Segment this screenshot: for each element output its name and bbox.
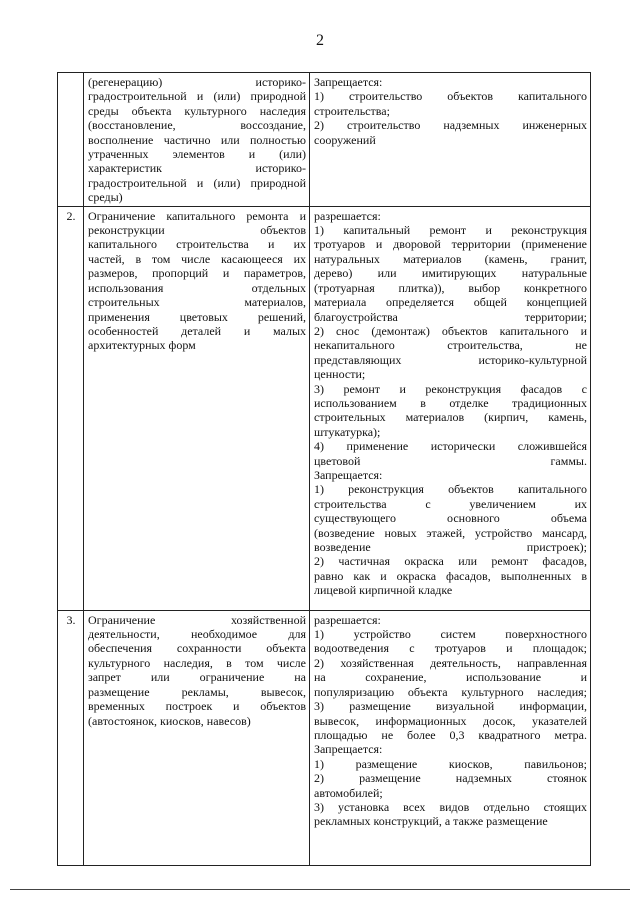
text-line: Запрещается: xyxy=(314,742,383,757)
text-line: 3) размещение визуальной информации, xyxy=(314,699,587,714)
text-line: среды) xyxy=(88,190,123,205)
text-line: 3) установка всех видов отдельно стоящих xyxy=(314,799,587,814)
regulation-cell xyxy=(310,610,591,865)
text-line: материала определяется общей концепцией xyxy=(314,295,587,310)
text-line: 2) снос (демонтаж) объектов капитального и xyxy=(314,323,587,338)
restriction-cell xyxy=(84,610,310,865)
text-line: 1) строительство объектов капитального xyxy=(314,89,587,104)
restriction-cell xyxy=(84,206,310,610)
text-line: временных построек и объектов xyxy=(88,699,306,714)
text-line: строительства с увеличением их xyxy=(314,496,587,511)
text-line: размеров, пропорций и параметров, xyxy=(88,266,306,281)
text-line: представляющих историко-культурной xyxy=(314,352,587,367)
restriction-cell xyxy=(84,73,310,207)
text-line: равно как и окраска фасадов, выполненных в xyxy=(314,568,587,583)
text-line: вывесок, информационных досок, указателей xyxy=(314,713,587,728)
restrictions-table-body xyxy=(58,73,591,866)
text-line: применения цветовых решений, xyxy=(88,309,306,324)
text-line: деятельности, необходимое для xyxy=(88,627,306,642)
text-line: натуральных материалов (камень, гранит, xyxy=(314,251,587,266)
text-line: использования отдельных xyxy=(88,280,306,295)
text-line: Запрещается: xyxy=(314,467,383,482)
text-line: площадью не более 0,3 квадратного метра. xyxy=(314,727,587,742)
text-line: обеспечения сохранности объекта xyxy=(88,641,306,656)
text-line: 1) размещение киосков, павильонов; xyxy=(314,756,587,771)
text-line: культурного наследия, в том числе xyxy=(88,655,306,670)
text-line: разрешается: xyxy=(314,208,381,223)
text-line: особенностей деталей и малых xyxy=(88,323,306,338)
text-line: 1) устройство систем поверхностного xyxy=(314,627,587,642)
text-line: утраченных элементов и (или) xyxy=(88,147,306,162)
text-line: среды объекта культурного наследия xyxy=(88,103,306,118)
text-line: 1) реконструкция объектов капитального xyxy=(314,482,587,497)
regulation-cell xyxy=(310,73,591,207)
text-line: благоустройства территории; xyxy=(314,309,587,324)
text-line: (возведение новых этажей, устройство мансард, xyxy=(314,525,587,540)
text-line: существующего основного объема xyxy=(314,511,587,526)
text-line: (автостоянок, киосков, навесов) xyxy=(88,713,251,728)
text-line: дерево) или имитирующих натуральные xyxy=(314,266,587,281)
text-line: цветовой гаммы. xyxy=(314,453,587,468)
text-line: градостроительной и (или) природной xyxy=(88,89,306,104)
table-row xyxy=(58,73,591,207)
text-line: строительных материалов, xyxy=(88,295,306,310)
text-line: градостроительной и (или) природной xyxy=(88,175,306,190)
text-line: 2) хозяйственная деятельность, направленная xyxy=(314,655,587,670)
text-line: лицевой кирпичной кладке xyxy=(314,583,453,598)
text-line: размещение рекламы, вывесок, xyxy=(88,684,306,699)
text-line: реконструкции объектов xyxy=(88,223,306,238)
text-line: 4) применение исторически сложившейся xyxy=(314,439,587,454)
text-line: капитального строительства и их xyxy=(88,237,306,252)
text-line: (регенерацию) историко- xyxy=(88,75,306,89)
text-line: (тротуарная плитка)), выбор конкретного xyxy=(314,280,587,295)
text-line: характеристик историко- xyxy=(88,161,306,176)
text-line: Запрещается: xyxy=(314,75,383,89)
regulation-cell xyxy=(310,206,591,610)
text-line: штукатурка); xyxy=(314,424,381,439)
text-line: 2) строительство надземных инженерных xyxy=(314,118,587,133)
text-line: ценности; xyxy=(314,367,366,382)
text-line: архитектурных форм xyxy=(88,338,196,353)
page-number: 2 xyxy=(316,32,324,49)
text-line: 2) частичная окраска или ремонт фасадов, xyxy=(314,554,587,569)
bottom-divider xyxy=(10,889,630,890)
text-line: популяризацию объекта культурного наследия; xyxy=(314,684,587,699)
text-line: строительных материалов (кирпич, камень, xyxy=(314,410,587,425)
text-line: частей, в том числе касающееся их xyxy=(88,251,306,266)
text-line: водоотведения с тротуаров и площадок; xyxy=(314,641,587,656)
text-line: 3) ремонт и реконструкция фасадов с xyxy=(314,381,587,396)
text-line: рекламных конструкций, а также размещение xyxy=(314,814,548,829)
restrictions-table xyxy=(57,72,591,866)
table-row xyxy=(58,610,591,865)
table-row xyxy=(58,206,591,610)
text-line: 2) размещение надземных стоянок xyxy=(314,771,587,786)
row-number: 2. xyxy=(58,206,84,610)
text-line: запрет или ограничение на xyxy=(88,670,306,685)
text-line: строительства; xyxy=(314,103,390,118)
text-line: использованием в отделке традиционных xyxy=(314,395,587,410)
text-line: восполнение частично или полностью xyxy=(88,132,306,147)
text-line: сооружений xyxy=(314,132,376,147)
text-line: Ограничение хозяйственной xyxy=(88,612,306,627)
row-number: 3. xyxy=(58,610,84,865)
text-line: некапитального строительства, не xyxy=(314,338,587,353)
text-line: тротуаров и дворовой территории (применение xyxy=(314,237,587,252)
text-line: Ограничение капитального ремонта и xyxy=(88,208,306,223)
text-line: (восстановление, воссоздание, xyxy=(88,118,306,133)
text-line: автомобилей; xyxy=(314,785,383,800)
text-line: возведение пристроек); xyxy=(314,540,587,554)
text-line: 1) капитальный ремонт и реконструкция xyxy=(314,223,587,238)
text-line: разрешается: xyxy=(314,612,381,627)
text-line: на сохранение, использование и xyxy=(314,670,587,685)
row-number xyxy=(58,73,84,207)
